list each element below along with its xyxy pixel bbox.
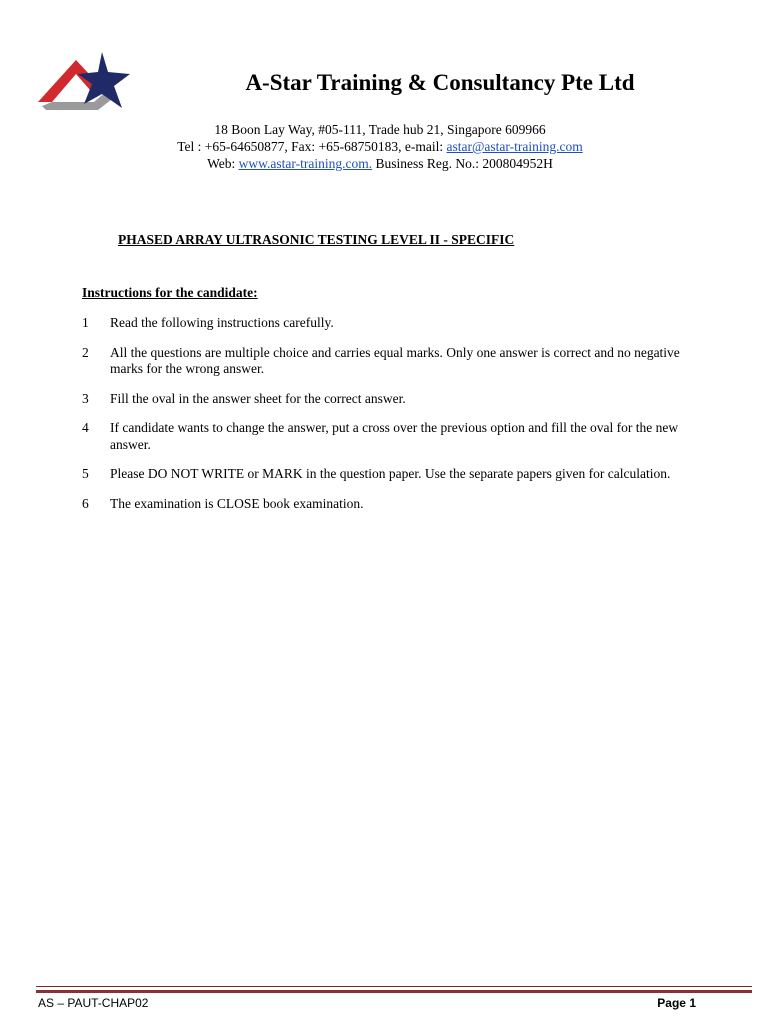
- item-text: If candidate wants to change the answer, put a cross over the previous option and fill the oval for the new answer.: [110, 420, 679, 452]
- item-text: Fill the oval in the answer sheet for the correct answer.: [110, 390, 406, 406]
- item-number: 5: [82, 466, 89, 481]
- list-item: [82, 345, 702, 378]
- list-item: [82, 315, 702, 332]
- web-line: [100, 156, 660, 172]
- footer-page-number: Page 1: [657, 996, 696, 1010]
- company-address: 18 Boon Lay Way, #05-111, Trade hub 21, Singapore 609966: [214, 122, 546, 137]
- item-number: 3: [82, 390, 89, 406]
- list-item: [82, 391, 702, 408]
- document-title: PHASED ARRAY ULTRASONIC TESTING LEVEL II - SPECIFIC: [118, 232, 515, 247]
- item-text: The examination is CLOSE book examination.: [110, 495, 364, 511]
- website-link[interactable]: www.astar-training.com.: [238, 156, 373, 171]
- item-text: All the questions are multiple choice and carries equal marks. Only one answer is correct and no negative marks for the wrong answer.: [110, 344, 680, 376]
- item-number: 1: [82, 315, 89, 330]
- business-reg: Business Reg. No.: 200804952H: [372, 156, 553, 171]
- web-label: Web:: [207, 156, 239, 171]
- list-item: [82, 466, 702, 483]
- item-number: 2: [82, 344, 89, 360]
- item-text: Please DO NOT WRITE or MARK in the question paper. Use the separate papers given for calculation.: [110, 466, 671, 481]
- tel-fax: Tel : +65-64650877, Fax: +65-68750183, e-mail:: [177, 139, 447, 154]
- list-item: [82, 420, 702, 453]
- contact-line: [100, 139, 660, 155]
- company-logo: [34, 42, 144, 112]
- item-number: 4: [82, 420, 89, 435]
- footer-divider-thick: [36, 990, 752, 993]
- instructions-list: [82, 315, 702, 525]
- footer-doc-code: AS – PAUT-CHAP02: [38, 996, 149, 1010]
- instructions-heading: Instructions for the candidate:: [82, 285, 258, 300]
- item-number: 6: [82, 495, 89, 511]
- item-text: Read the following instructions carefully.: [110, 315, 334, 330]
- list-item: [82, 496, 702, 513]
- footer-divider-thin: [36, 986, 752, 987]
- email-link[interactable]: astar@astar-training.com: [446, 139, 583, 154]
- company-name: A-Star Training & Consultancy Pte Ltd: [245, 70, 635, 95]
